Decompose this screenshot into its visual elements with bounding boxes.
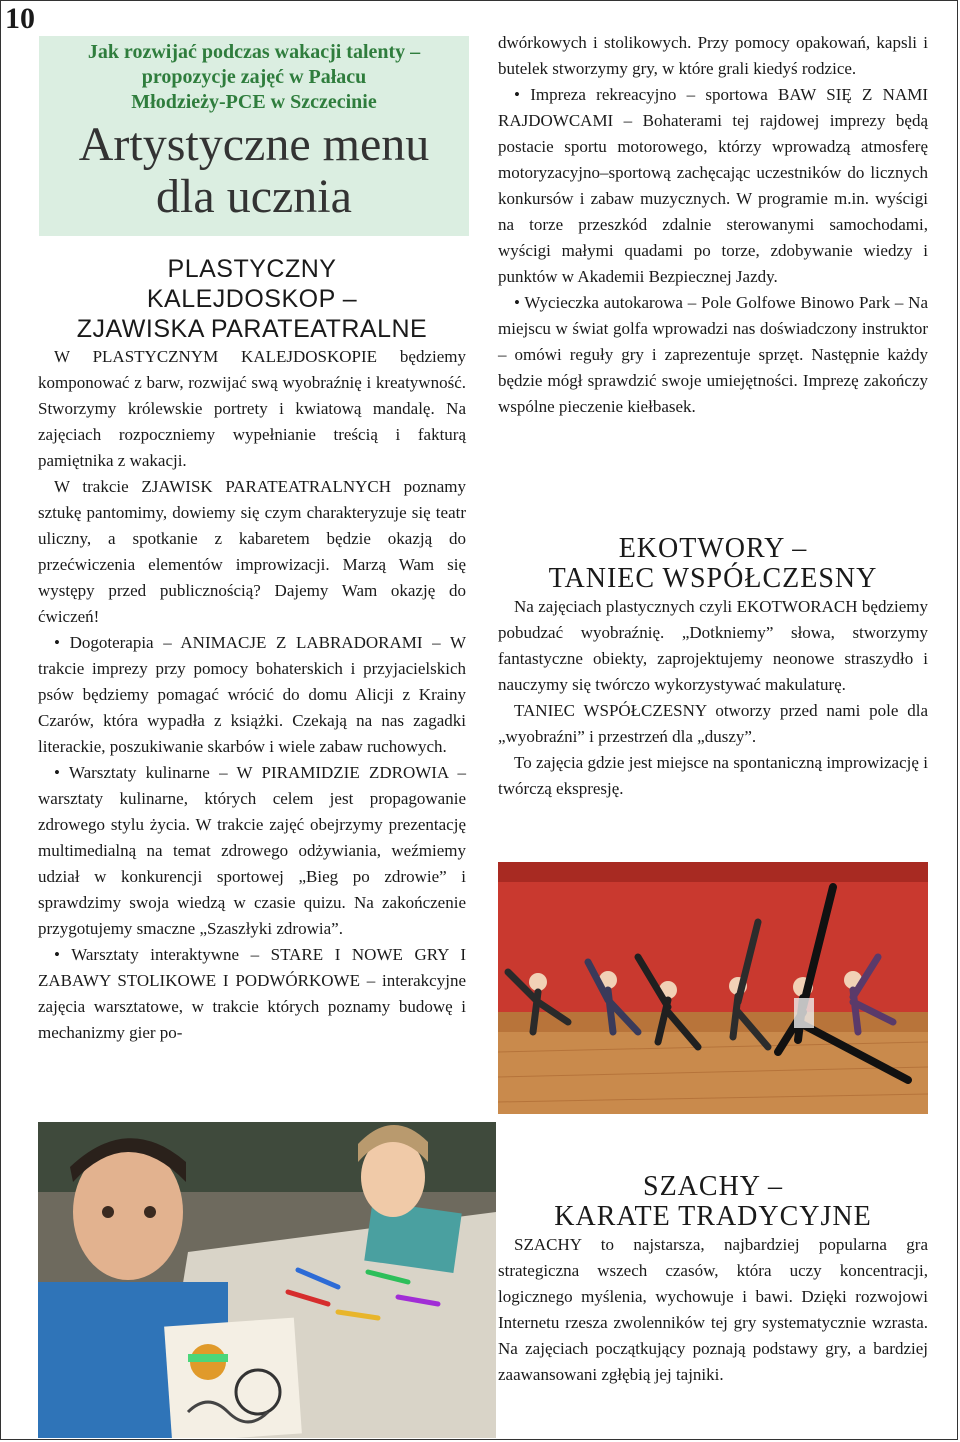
paragraph: To zajęcia gdzie jest miejsce na spontaniczną improwizację i twórczą ekspresję. (498, 753, 928, 798)
dance-photo (498, 862, 928, 1114)
paragraph: • Warsztaty interaktywne – STARE I NOWE GRY I ZABAWY STOLIKOWE I PODWÓRKOWE – interakcyjne zajęcia warsztatowe, w trakcie których poznamy budowę i mechanizmy gier po- (38, 945, 466, 1042)
section-title-szachy (498, 1172, 928, 1232)
section-title-line: ZJAWISKA PARATEATRALNE (76, 315, 428, 343)
paragraph: dwórkowych i stolikowych. Przy pomocy opakowań, kapsli i butelek stworzymy gry, w które grali kiedyś rodzice. (498, 33, 928, 78)
title-line: dla ucznia (156, 170, 352, 223)
section-title-line: SZACHY – (643, 1171, 783, 1202)
kicker-line: propozycje zajęć w Pałacu (141, 66, 367, 88)
page-number: 10 (5, 2, 35, 35)
paragraph: Na zajęciach plastycznych czyli EKOTWORACH będziemy pobudzać wyobraźnię. „Dotkniemy” słowa, stworzymy fantastyczne obiekty, zaprojektujemy neonowe straszydło i nauczymy się twórczo wykorzystywać makulaturę. (498, 597, 928, 694)
paragraph: TANIEC WSPÓŁCZESNY otworzy przed nami pole dla „wyobraźni” i przestrzeń dla „duszy”. (498, 701, 928, 746)
title-line: Artystyczne menu (78, 118, 430, 171)
paragraph: SZACHY to najstarsza, najbardziej popularna gra strategiczna wszech czasów, która uczy koncentracji, logicznego myślenia, wychowuje i bawi. Dzięki rozwojowi Internetu rzesza zwolenników tej gry systematycznie wzrasta. Na zajęciach początkujący poznają podstawy gry, a bardziej zaawansowani zgłębią jej tajniki. (498, 1235, 928, 1384)
section-title-line: KALEJDOSKOP – (146, 285, 358, 313)
paragraph: • Dogoterapia – ANIMACJE Z LABRADORAMI – W trakcie imprezy przy pomocy bohaterskich i przyjacielskich psów będziemy pomagać wrócić do domu Alicji z Krainy Czarów, która wypadła z książki. Czekają na nas zagadki literackie, poszukiwanie skarbów i wiele zabaw ruchowych. (38, 633, 466, 756)
section-title-line: TANIEC WSPÓŁCZESNY (548, 563, 878, 594)
header-kicker (39, 36, 469, 115)
section-title-line: PLASTYCZNY (167, 255, 337, 283)
paragraph: W trakcie ZJAWISK PARATEATRALNYCH poznamy sztukę pantomimy, dowiemy się czym charakteryzuje się teatr uliczny, a spotkanie z kabaretem będzie okazją do przećwiczenia elementów improwizacji. Marzą Wam się występy przed publicznością? Dajemy Wam okazję do ćwiczeń! (38, 477, 466, 626)
section-title-plastyczny (38, 254, 466, 344)
paragraph: • Impreza rekreacyjno – sportowa BAW SIĘ Z NAMI RAJDOWCAMI – Bohaterami tej rajdowej imprezy będą postacie sportu motorowego, którzy wprowadzą atmosferę motoryzacyjno–sportową zachęcając uczestników do licznych konkursów i zabaw muzycznych. W programie m.in. wyścigi na torze przeszkód zdalnie sterowanymi samochodami, wyścigi małymi quadami po torze, zdobywanie wiedzy i punktów w Akademii Bezpiecznej Jazdy. (498, 85, 928, 286)
kicker-line: Młodzieży-PCE w Szczecinie (131, 91, 377, 113)
section-title-line: KARATE TRADYCYJNE (554, 1201, 872, 1232)
kicker-line: Jak rozwijać podczas wakacji talenty – (87, 41, 421, 63)
paragraph: W PLASTYCZNYM KALEJDOSKOPIE będziemy komponować z barw, rozwijać swą wyobraźnię i kreatywność. Stworzymy królewskie portrety i kwiatową mandalę. Na zajęciach rozpoczniemy wypełnianie treścią i fakturą pamiętnika z wakacji. (38, 347, 466, 470)
right-column (498, 30, 928, 420)
paragraph: • Wycieczka autokarowa – Pole Golfowe Binowo Park – Na miejscu w świat golfa wprowadzi nas doświadczony instruktor – omówi reguły gry i zaprezentuje sprzęt. Następnie każdy będzie mógł sprawdzić swoje umiejętności. Imprezę zakończy wspólne pieczenie kiełbasek. (498, 293, 928, 416)
section-title-ekotwory (498, 534, 928, 594)
szachy-section (498, 1172, 928, 1388)
paragraph: • Warsztaty kulinarne – W PIRAMIDZIE ZDROWIA – warsztaty kulinarne, których celem jest propagowanie zdrowego stylu życia. W trakcie zajęć obejrzymy prezentację multimedialną na temat zdrowego odżywiania, weźmiemy udział w konkurencji sportowej „Bieg po zdrowie” i sprawdzimy swoja wiedzą w czasie quizu. Na zakończenie przygotujemy smaczne „Szaszłyki zdrowia”. (38, 763, 466, 938)
kids-art-photo (38, 1122, 496, 1438)
left-column (38, 254, 466, 1046)
page-title (39, 119, 469, 223)
header-box (39, 36, 469, 236)
eko-section (498, 534, 928, 802)
section-title-line: EKOTWORY – (618, 533, 808, 564)
